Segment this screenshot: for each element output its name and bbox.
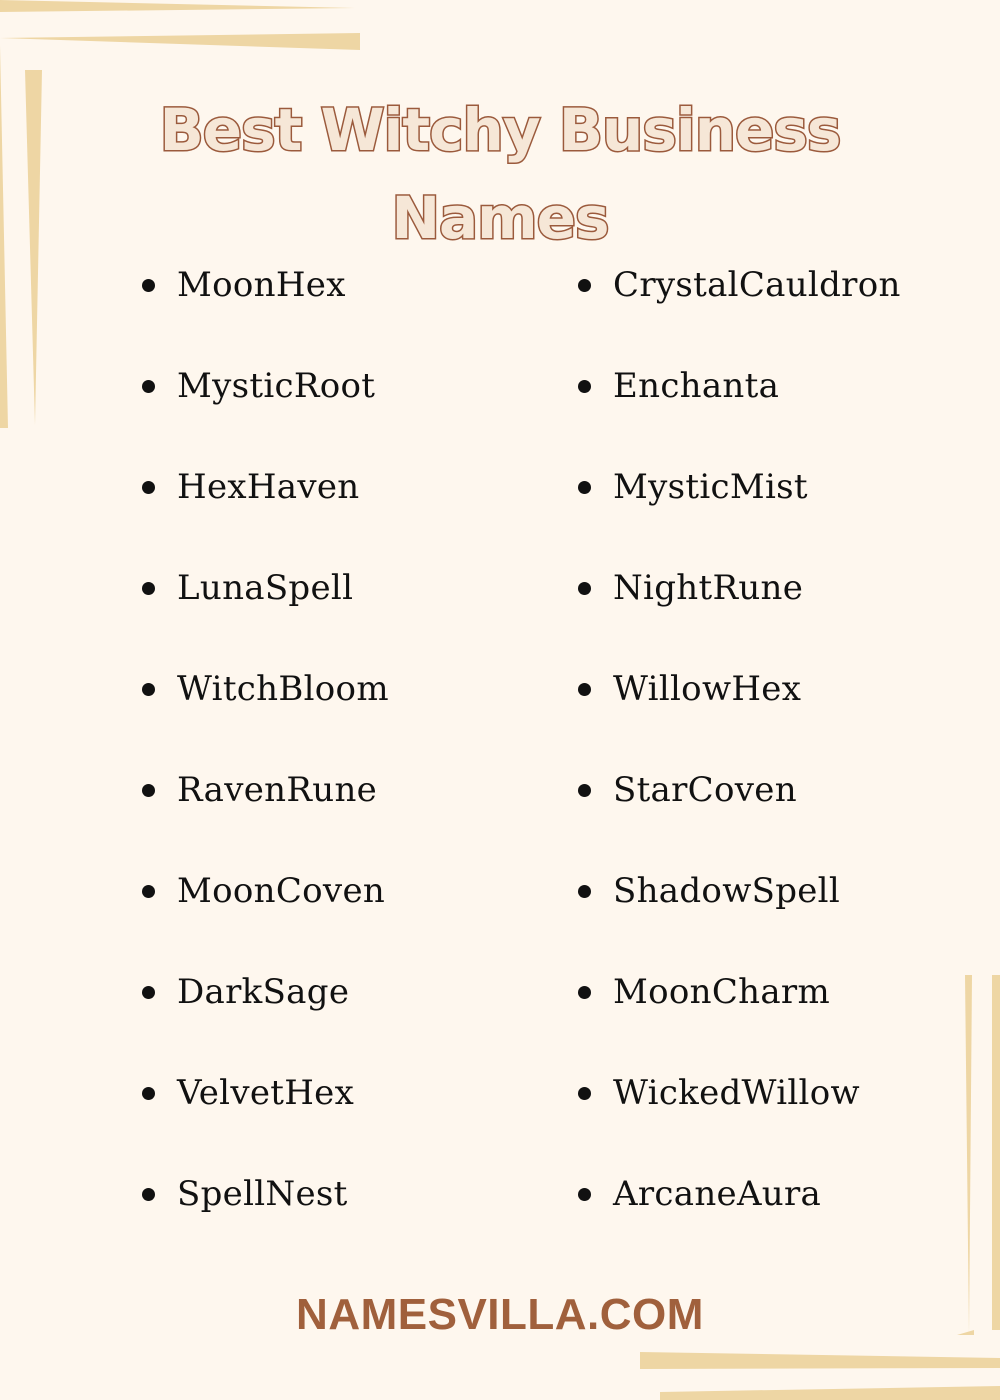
bullet-icon [142,1087,155,1100]
page-title: Best Witchy Business Names [159,96,841,252]
list-item [578,1144,901,1245]
bullet-icon [578,784,591,797]
bullet-icon [142,582,155,595]
list-item-label: SpellNest [177,1174,348,1214]
list-item-label: WillowHex [613,669,802,709]
bullet-icon [578,683,591,696]
bullet-icon [142,885,155,898]
list-item [142,538,389,639]
right-stripe-thick [992,975,1000,1330]
list-item-label: MoonHex [177,265,346,305]
bullet-icon [142,481,155,494]
site-watermark: NAMESVILLA.COM [296,1290,704,1339]
list-item-label: HexHaven [177,467,360,507]
bullet-icon [578,279,591,292]
bullet-icon [142,279,155,292]
list-item [578,1043,901,1144]
names-list-right [578,235,901,1245]
bullet-icon [578,380,591,393]
list-item [142,1043,389,1144]
list-item-label: ShadowSpell [613,871,841,911]
list-item-label: MoonCharm [613,972,831,1012]
left-stripe-thin [0,45,8,428]
list-item-label: MysticMist [613,467,808,507]
list-item [578,336,901,437]
list-item-label: ArcaneAura [613,1174,822,1214]
bullet-icon [578,986,591,999]
list-item-label: Enchanta [613,366,780,406]
list-item [142,235,389,336]
list-item-label: VelvetHex [177,1073,355,1113]
list-item [142,437,389,538]
list-item-label: RavenRune [177,770,378,810]
list-item [578,942,901,1043]
list-item-label: MoonCoven [177,871,386,911]
list-item [578,740,901,841]
list-item [578,235,901,336]
list-item-label: CrystalCauldron [613,265,901,305]
bullet-icon [578,885,591,898]
list-item-label: WitchBloom [177,669,389,709]
bullet-icon [578,1188,591,1201]
list-item [142,1144,389,1245]
top-stripe-thick [0,33,360,50]
list-item-label: MysticRoot [177,366,376,406]
bottom-stripe-thick [640,1352,1000,1369]
right-stripe-thin [965,975,972,1335]
list-item [142,336,389,437]
bullet-icon [578,1087,591,1100]
list-item [142,740,389,841]
bullet-icon [142,986,155,999]
list-item-label: WickedWillow [613,1073,860,1113]
bullet-icon [142,784,155,797]
bottom-stripe-thin [660,1386,1000,1400]
left-stripe-thick [25,70,42,425]
bullet-icon [142,1188,155,1201]
list-item [578,437,901,538]
list-item-label: StarCoven [613,770,797,810]
list-item [578,639,901,740]
bullet-icon [142,683,155,696]
list-item [142,639,389,740]
list-item-label: NightRune [613,568,804,608]
list-item-label: LunaSpell [177,568,354,608]
top-stripe-thin [0,0,355,12]
bullet-icon [578,481,591,494]
list-item [578,841,901,942]
bullet-icon [578,582,591,595]
list-item [142,942,389,1043]
bullet-icon [142,380,155,393]
list-item-label: DarkSage [177,972,350,1012]
list-item [142,841,389,942]
list-item [578,538,901,639]
names-list-left [142,235,389,1245]
